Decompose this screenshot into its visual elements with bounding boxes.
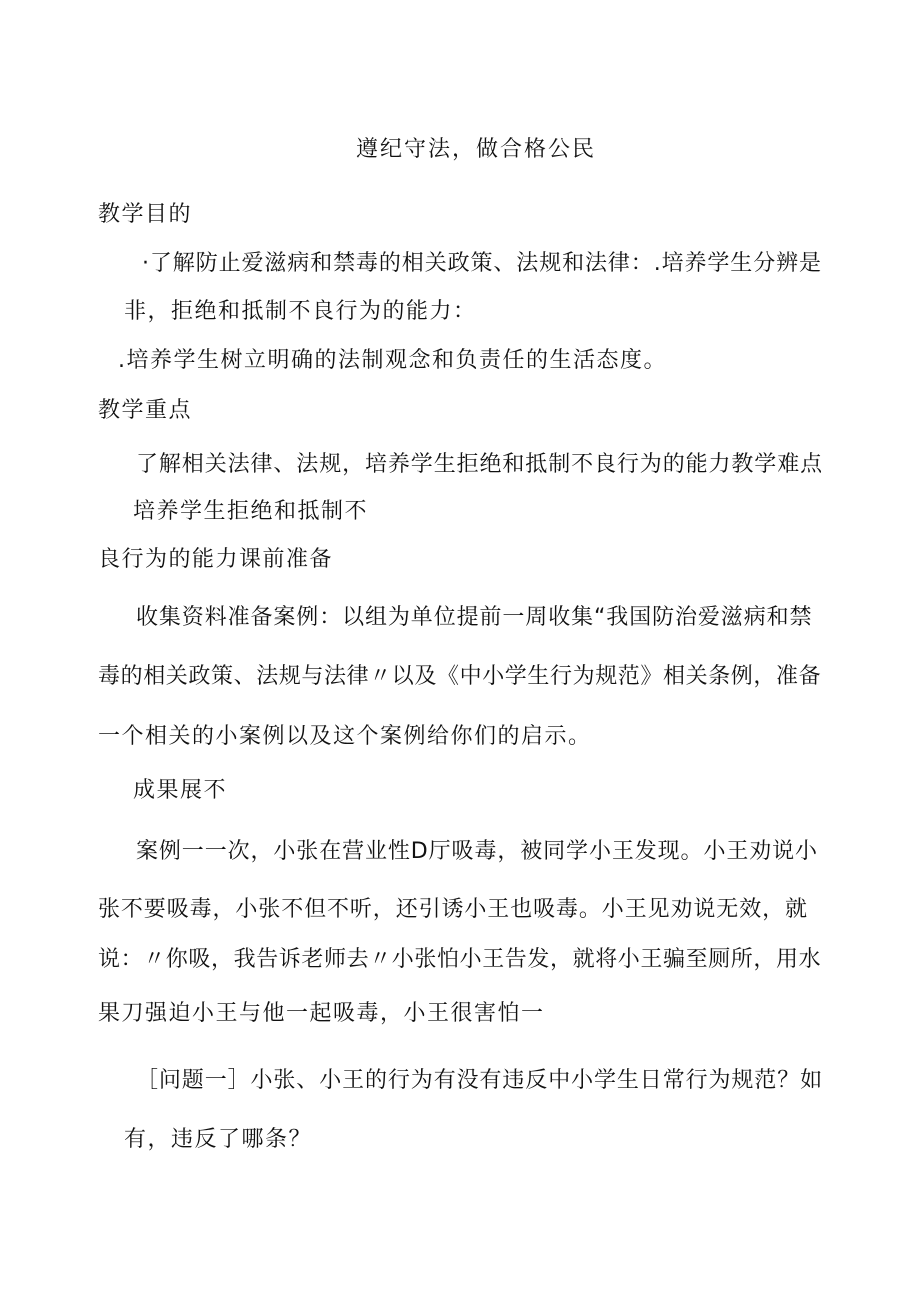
paragraph-line: 收集资料准备案例：以组为单位提前一周收集“我国防治爱滋病和禁 [136, 605, 813, 630]
document-title: 遵纪守法，做合格公民 [356, 137, 597, 162]
question-line: ［问题一］小张、小王的行为有没有违反中小学生日常行为规范？如 [136, 1068, 824, 1093]
paragraph-line: 培养学生拒绝和抵制不 [133, 499, 369, 524]
section-heading-objectives: 教学目的 [98, 202, 193, 227]
paragraph-line: 一个相关的小案例以及这个案例给你们的启示。 [98, 724, 592, 749]
paragraph-line: .培养学生树立明确的法制观念和负责任的生活态度。 [118, 348, 667, 373]
paragraph-line: 非，拒绝和抵制不良行为的能力： [124, 299, 477, 324]
paragraph-line: 张不要吸毒，小张不但不听，还引诱小王也吸毒。小王见劝说无效，就 [98, 897, 808, 922]
question-line: 有，违反了哪条？ [124, 1127, 313, 1152]
paragraph-line: 果刀强迫小王与他一起吸毒，小王很害怕一 [98, 1001, 545, 1026]
section-heading-results: 成果展不 [133, 778, 228, 803]
paragraph-line: ·了解防止爱滋病和禁毒的相关政策、法规和法律：.培养学生分辨是 [142, 251, 822, 276]
paragraph-line: 说：〃你吸，我告诉老师去〃小张怕小王告发，就将小王骗至厕所，用水 [98, 947, 822, 972]
paragraph-line: 案例一一次，小张在营业性D厅吸毒，被同学小王发现。小王劝说小 [136, 839, 818, 864]
paragraph-line: 良行为的能力课前准备 [98, 547, 334, 572]
paragraph-line: 毒的相关政策、法规与法律〃以及《中小学生行为规范》相关条例，准备 [98, 664, 822, 689]
section-heading-key-points: 教学重点 [98, 398, 193, 423]
paragraph-line: 了解相关法律、法规，培养学生拒绝和抵制不良行为的能力教学难点 [136, 452, 824, 477]
